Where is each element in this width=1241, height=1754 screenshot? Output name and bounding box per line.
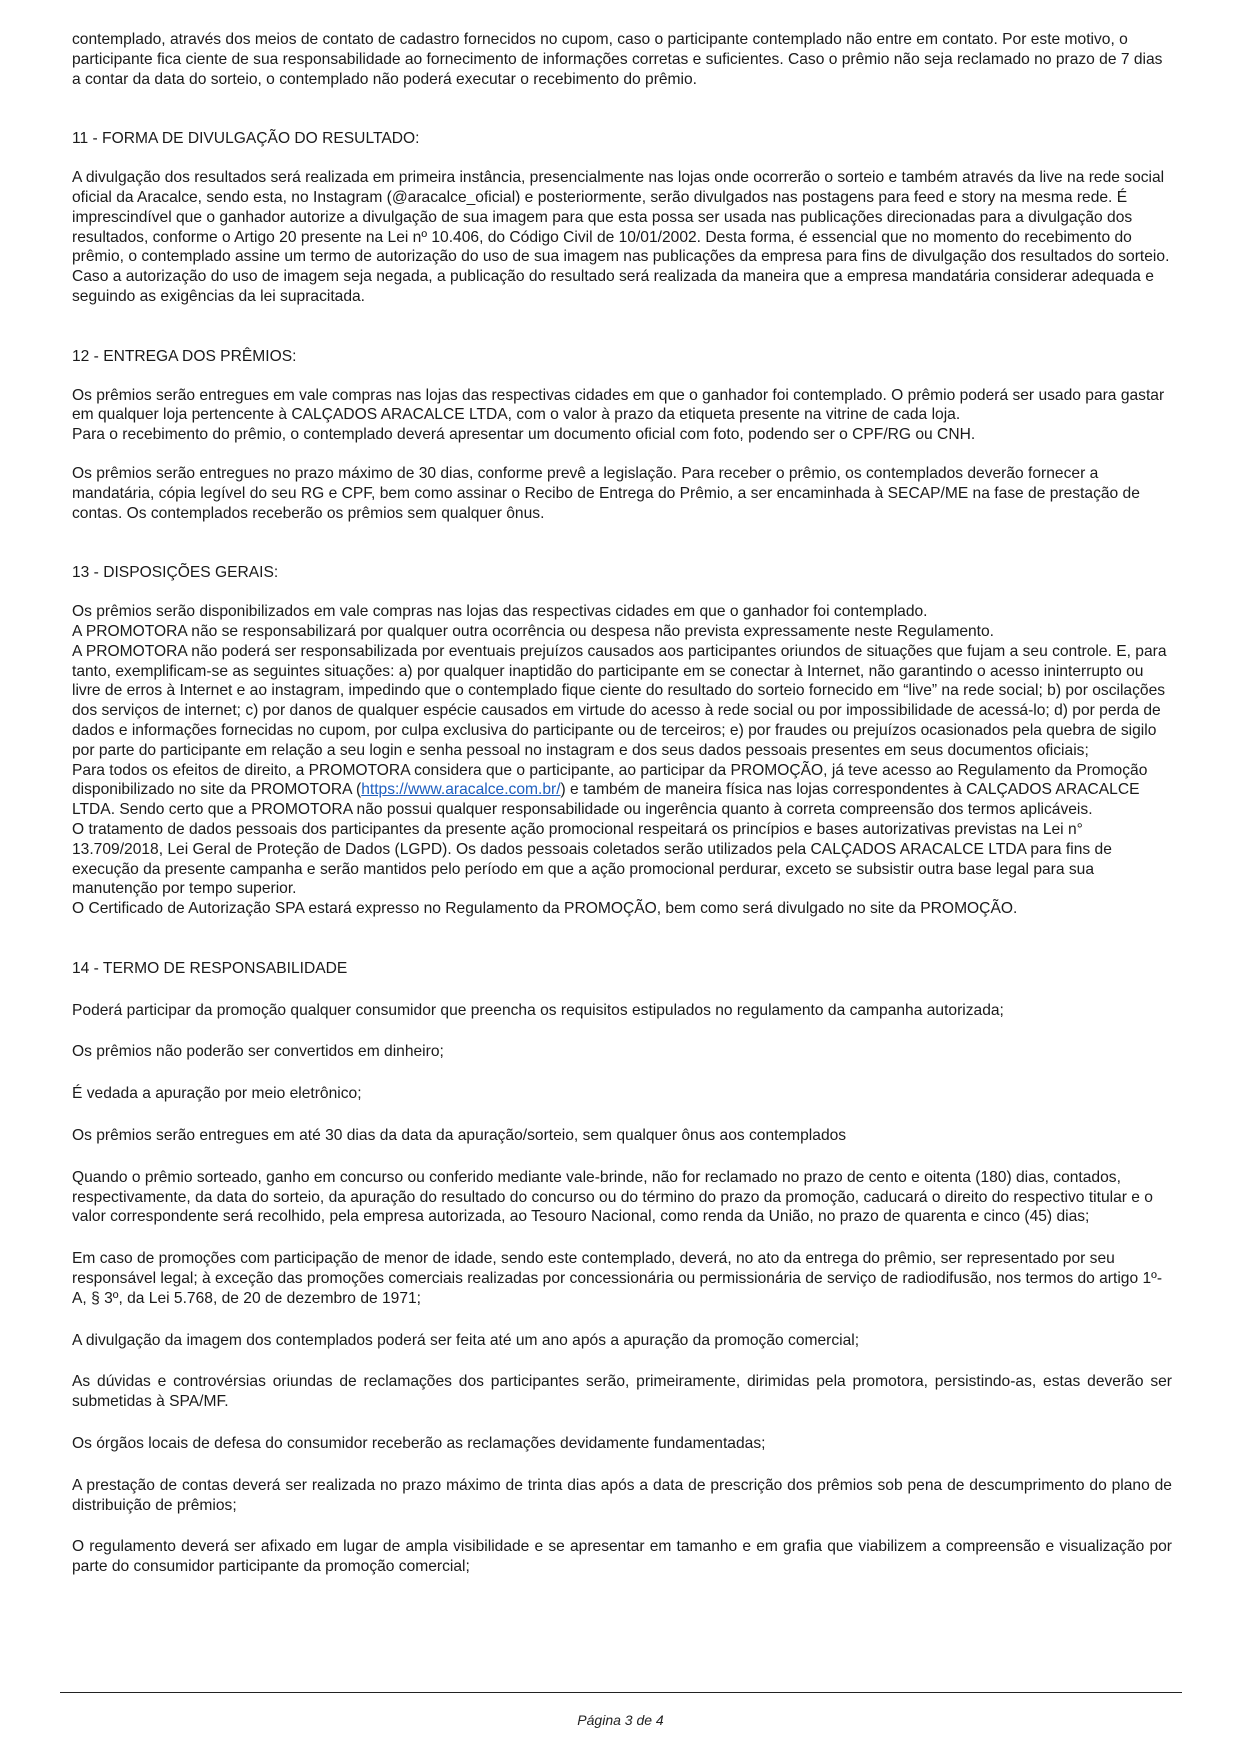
- section-12-paragraph-2: Para o recebimento do prêmio, o contemplado deverá apresentar um documento oficial com foto, podendo ser o CPF/RG ou CNH.: [72, 426, 976, 444]
- section-14-item-8: As dúvidas e controvérsias oriundas de reclamações dos participantes serão, primeiramente, dirimidas pela promotora, persistindo-as, estas deverão ser submetidas à SPA/MF.: [72, 1373, 1172, 1411]
- section-14-item-5: Quando o prêmio sorteado, ganho em concurso ou conferido mediante vale-brinde, não for reclamado no prazo de cento e oitenta (180) dias, contados, respectivamente, da data do sorteio, da apuração do resultado do concurso ou do término do prazo da promoção, caducará o direito do respectivo titular e o valor correspondente será recolhido, pela empresa autorizada, ao Tesouro Nacional, como renda da União, no prazo de quarenta e cinco (45) dias;: [72, 1168, 1153, 1226]
- section-13-paragraph-1: Os prêmios serão disponibilizados em vale compras nas lojas das respectivas cidades em que o ganhador foi contemplado.: [72, 603, 928, 621]
- section-14-item-7: A divulgação da imagem dos contemplados poderá ser feita até um ano após a apuração da promoção comercial;: [72, 1331, 860, 1349]
- section-14-item-4: Os prêmios serão entregues em até 30 dias da data da apuração/sorteio, sem qualquer ônus aos contemplados: [72, 1127, 847, 1145]
- section-11-paragraph: A divulgação dos resultados será realizada em primeira instância, presencialmente nas lojas onde ocorrerão o sorteio e também através da live na rede social oficial da Aracalce, sendo esta, no Instagram (@aracalce_oficial) e posteriormente, serão divulgados nas postagens para feed e story na mesma rede. É imprescindível que o ganhador autorize a divulgação de sua imagem para que esta possa ser usada nas publicações direcionadas para a divulgação dos resultados, conforme o Artigo 20 presente na Lei nº 10.406, do Código Civil de 10/01/2002. Desta forma, é essencial que no momento do recebimento do prêmio, o contemplado assine um termo de autorização do uso de sua imagem nas publicações da empresa para fins de divulgação dos resultados do sorteio. Caso a autorização do uso de imagem seja negada, a publicação do resultado será realizada da maneira que a empresa mandatária considerar adequada e seguindo as exigências da lei supracitada.: [72, 169, 1170, 305]
- aracalce-website-link[interactable]: https://www.aracalce.com.br/: [361, 781, 561, 799]
- section-13-paragraph-4-text-before: Para todos os efeitos de direito, a PROMOTORA considera que o participante, ao participar da PROMOÇÃO, já teve acesso ao Regulamento da Promoção disponibilizado no site da PROMOTORA (: [72, 761, 1148, 799]
- section-12-paragraph-3: Os prêmios serão entregues no prazo máximo de 30 dias, conforme prevê a legislação. Para receber o prêmio, os contemplados deverão fornecer a mandatária, cópia legível do seu RG e CPF, bem como assinar o Recibo de Entrega do Prêmio, a ser encaminhada à SECAP/ME na fase de prestação de contas. Os contemplados receberão os prêmios sem qualquer ônus.: [72, 464, 1140, 522]
- section-14-item-2: Os prêmios não poderão ser convertidos em dinheiro;: [72, 1043, 444, 1061]
- intro-paragraph: contemplado, através dos meios de contato de cadastro fornecidos no cupom, caso o participante contemplado não entre em contato. Por este motivo, o participante fica ciente de sua responsabilidade ao fornecimento de informações corretas e suficientes. Caso o prêmio não seja reclamado no prazo de 7 dias a contar da data do sorteio, o contemplado não poderá executar o recebimento do prêmio.: [72, 31, 1163, 88]
- section-14-item-6: Em caso de promoções com participação de menor de idade, sendo este contemplado, deverá, no ato da entrega do prêmio, ser representado por seu responsável legal; à exceção das promoções comerciais realizadas por concessionária ou permissionária de serviço de radiodifusão, nos termos do artigo 1º-A, § 3º, da Lei 5.768, de 20 de dezembro de 1971;: [72, 1250, 1163, 1307]
- section-13-paragraph-3: A PROMOTORA não poderá ser responsabilizada por eventuais prejuízos causados aos participantes oriundos de situações que fujam a seu controle. E, para tanto, exemplificam-se as seguintes situações: a) por qualquer inaptidão do participante em se conectar à Internet, não garantindo o acesso ininterrupto ou livre de erros à Internet e ao instagram, impedindo que o contemplado fique ciente do resultado do sorteio fornecido em “live” na rede social; b) por oscilações dos serviços de internet; c) por danos de qualquer espécie causados em virtude do acesso à rede social ou por impossibilidade de acessá-lo; d) por perda de dados e informações fornecidas no cupom, por culpa exclusiva do participante ou de terceiros; e) por fraudes ou prejuízos ocasionados pela quebra de sigilo por parte do participante em relação a seu login e senha pessoal no instagram e dos seus dados pessoais presentes em seus documentos oficiais;: [72, 642, 1167, 759]
- section-13-paragraph-4: [72, 761, 1172, 820]
- section-14-heading: 14 - TERMO DE RESPONSABILIDADE: [72, 959, 348, 977]
- section-13-paragraph-6: O Certificado de Autorização SPA estará expresso no Regulamento da PROMOÇÃO, bem como será divulgado no site da PROMOÇÃO.: [72, 900, 1018, 918]
- section-14-item-10: A prestação de contas deverá ser realizada no prazo máximo de trinta dias após a data de prescrição dos prêmios sob pena de descumprimento do plano de distribuição de prêmios;: [72, 1476, 1172, 1514]
- section-12-paragraph-1: Os prêmios serão entregues em vale compras nas lojas das respectivas cidades em que o ganhador foi contemplado. O prêmio poderá ser usado para gastar em qualquer loja pertencente à CALÇADOS ARACALCE LTDA, com o valor à prazo da etiqueta presente na vitrine de cada loja.: [72, 386, 1165, 424]
- page-number: Página 3 de 4: [577, 1712, 664, 1728]
- section-14-item-1: Poderá participar da promoção qualquer consumidor que preencha os requisitos estipulados no regulamento da campanha autorizada;: [72, 1001, 1004, 1019]
- section-14-item-9: Os órgãos locais de defesa do consumidor receberão as reclamações devidamente fundamentadas;: [72, 1435, 766, 1453]
- section-12-heading: 12 - ENTREGA DOS PRÊMIOS:: [72, 347, 297, 365]
- section-13-paragraph-5: O tratamento de dados pessoais dos participantes da presente ação promocional respeitará os princípios e bases autorizativas previstas na Lei n° 13.709/2018, Lei Geral de Proteção de Dados (LGPD). Os dados pessoais coletados serão utilizados pela CALÇADOS ARACALCE LTDA para fins de execução da presente campanha e serão mantidos pelo período em que a ação promocional perdurar, exceto se subsistir outra base legal para sua manutenção por tempo superior.: [72, 820, 1112, 898]
- section-13-paragraph-4-text-after: ) e também de maneira física nas lojas correspondentes à CALÇADOS ARACALCE LTDA. Sendo certo que a PROMOTORA não possui qualquer responsabilidade ou ingerência quanto à correta compreensão dos termos aplicáveis.: [72, 781, 1140, 819]
- section-14-item-11: O regulamento deverá ser afixado em lugar de ampla visibilidade e se apresentar em tamanho e em grafia que viabilizem a compreensão e visualização por parte do consumidor participante da promoção comercial;: [72, 1538, 1172, 1576]
- footer-divider: [60, 1692, 1182, 1693]
- document-page: [72, 30, 1172, 1577]
- section-13-heading: 13 - DISPOSIÇÕES GERAIS:: [72, 564, 279, 582]
- section-13-paragraph-2: A PROMOTORA não se responsabilizará por qualquer outra ocorrência ou despesa não prevista expressamente neste Regulamento.: [72, 622, 994, 640]
- section-14-item-3: É vedada a apuração por meio eletrônico;: [72, 1085, 362, 1103]
- section-11-heading: 11 - FORMA DE DIVULGAÇÃO DO RESULTADO:: [72, 130, 420, 148]
